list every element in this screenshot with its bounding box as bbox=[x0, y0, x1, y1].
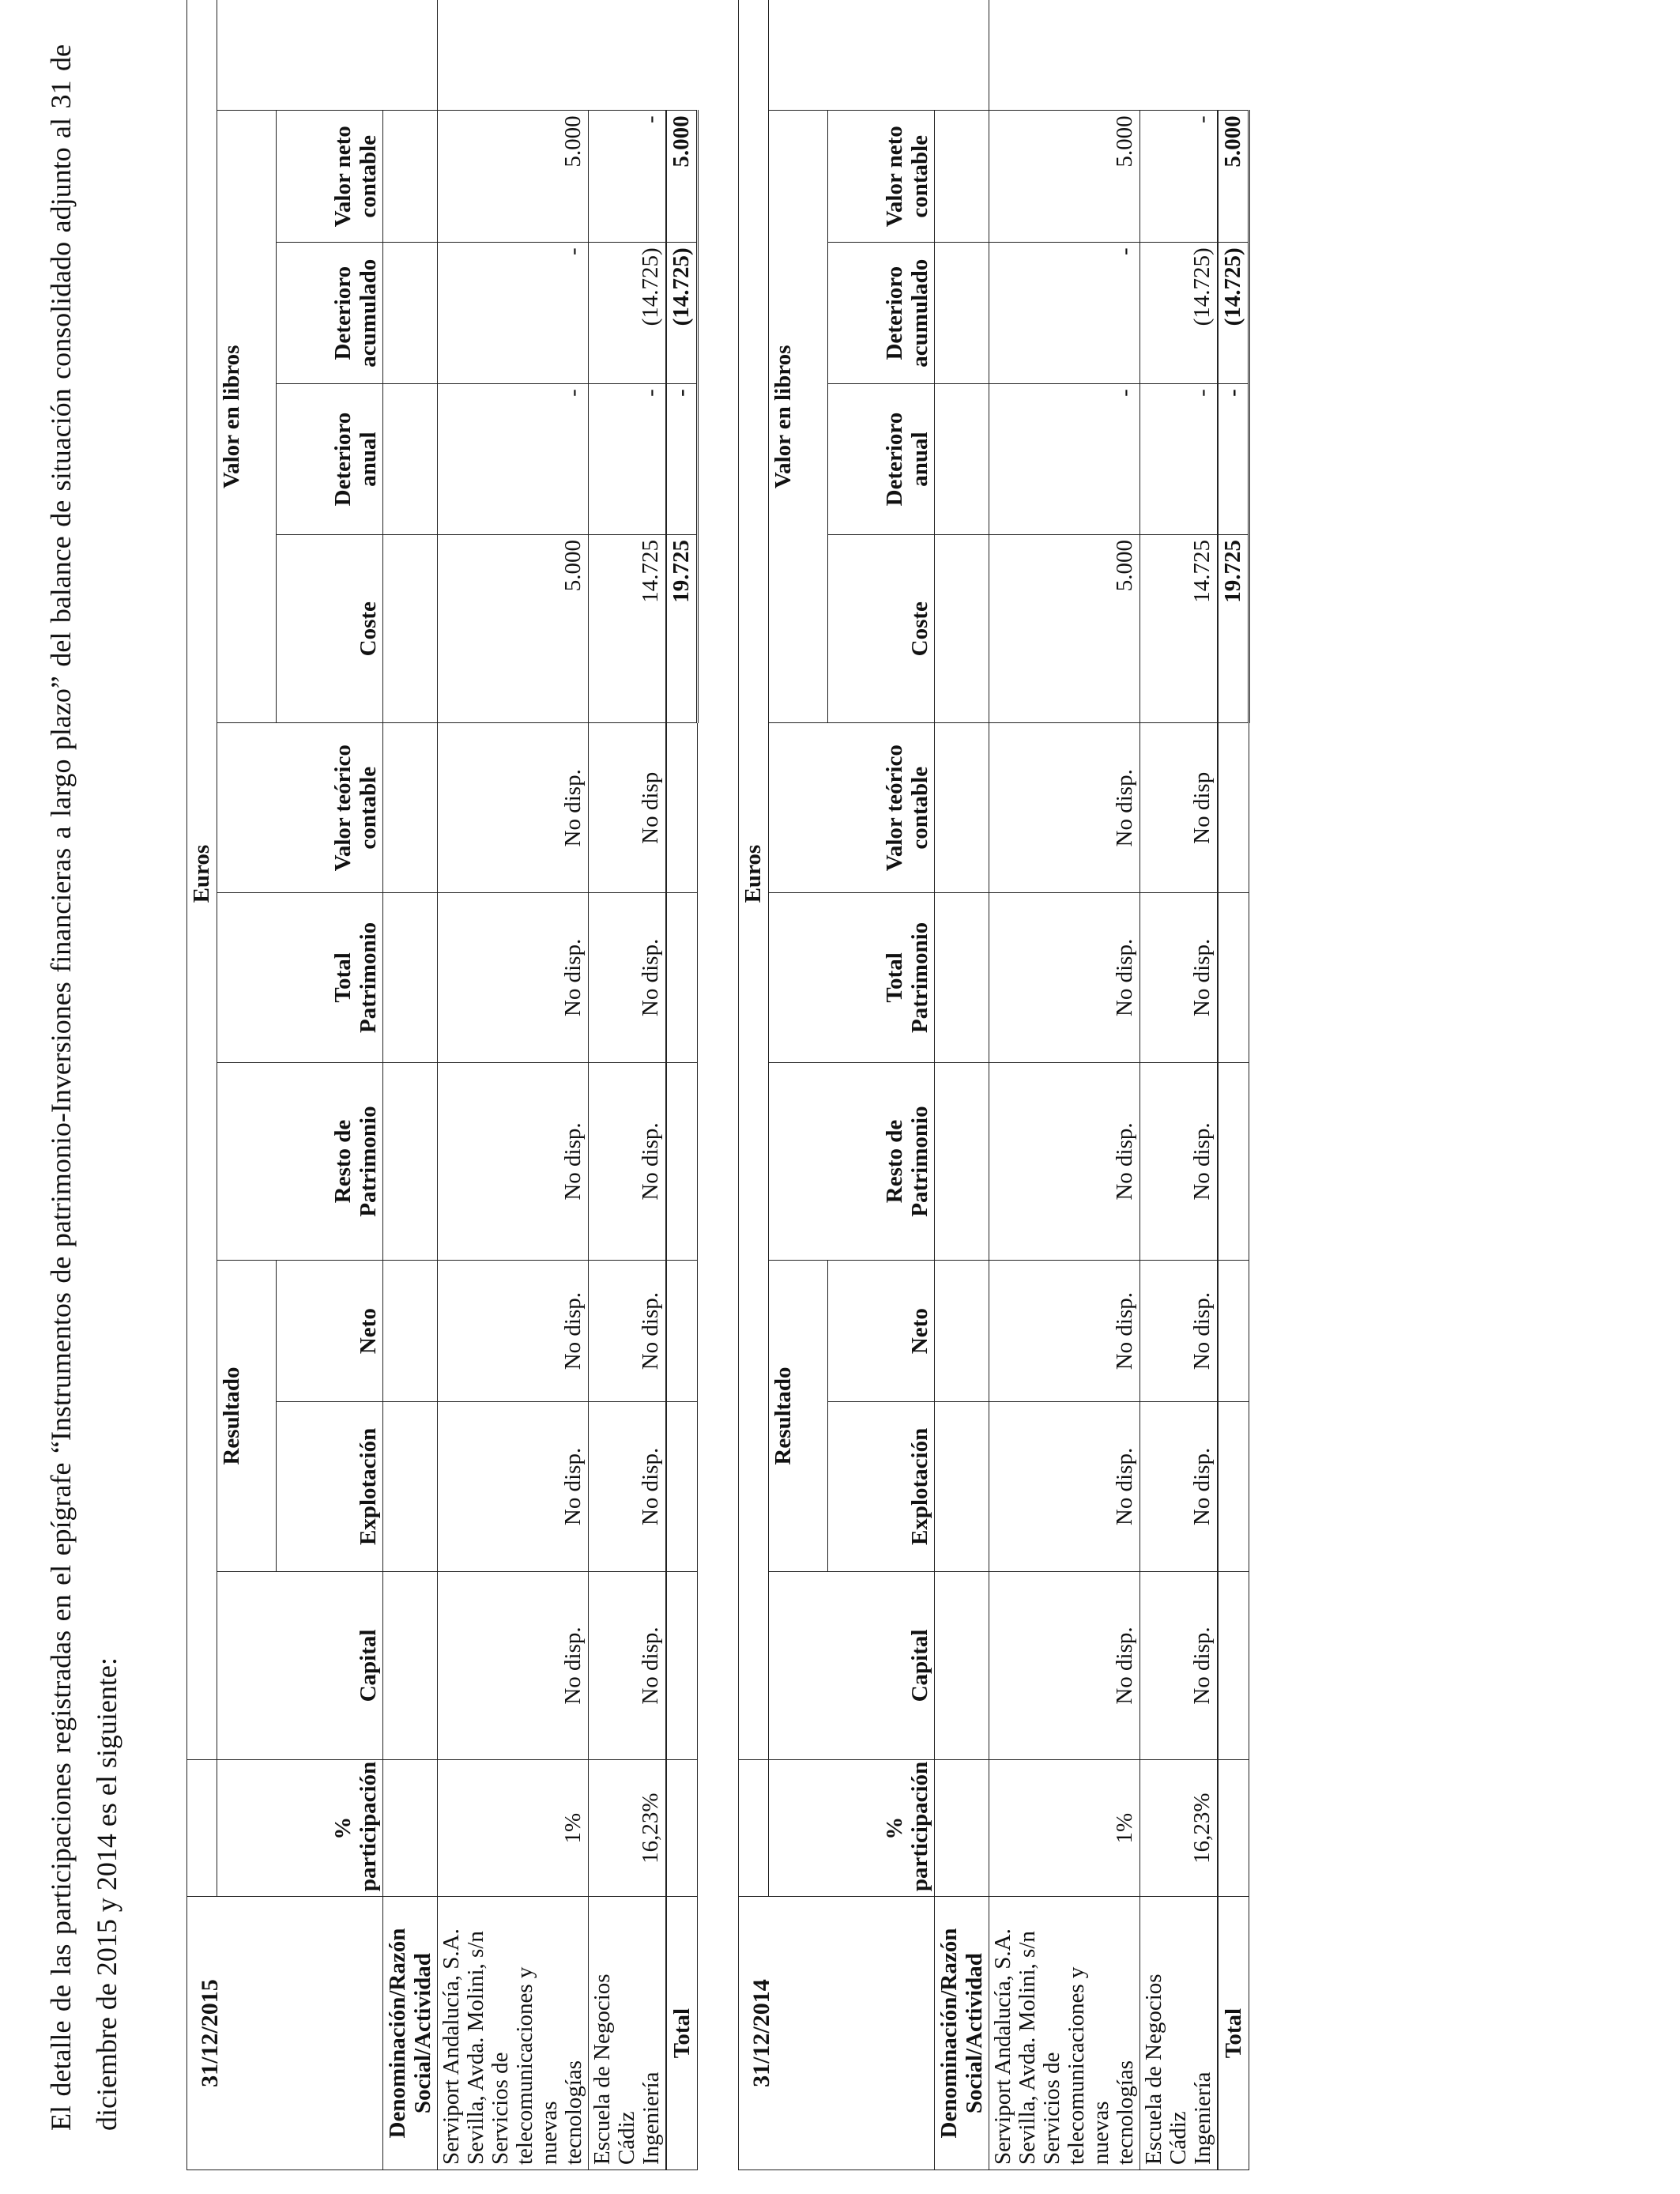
cell-neto: No disp. bbox=[589, 1261, 667, 1402]
header-coste: Coste bbox=[277, 534, 383, 723]
cell-valor-teorico: No disp. bbox=[438, 723, 589, 893]
table-date: 31/12/2014 bbox=[739, 1897, 935, 2170]
cell-resto: No disp. bbox=[989, 1062, 1140, 1260]
total-label: Total bbox=[666, 1897, 698, 2170]
total-empty-cell bbox=[1218, 1261, 1249, 1402]
header-spacer bbox=[383, 1062, 438, 1260]
header-capital: Capital bbox=[217, 1571, 383, 1760]
header-valor-neto: Valor neto contable bbox=[277, 111, 383, 243]
cell-det-acumulado: (14.725) bbox=[1140, 243, 1219, 384]
cell-valor-neto: 5.000 bbox=[989, 111, 1140, 243]
cell-coste: 5.000 bbox=[438, 534, 589, 723]
total-empty-cell bbox=[1218, 1402, 1249, 1572]
total-empty-cell bbox=[666, 1571, 698, 1760]
header-spacer bbox=[383, 534, 438, 723]
header-neto: Neto bbox=[828, 1261, 935, 1402]
header-spacer bbox=[383, 384, 438, 535]
denominacion-line: Servicios de telecomunicaciones y nuevas bbox=[1039, 1966, 1113, 2165]
total-empty-cell bbox=[666, 893, 698, 1063]
denominacion-line: Cádiz bbox=[1166, 2111, 1191, 2165]
table-row bbox=[589, 0, 667, 2170]
table-date-2 bbox=[739, 1760, 769, 1897]
euros-group-header: Euros bbox=[187, 0, 217, 1760]
cell-valor-teorico: No disp. bbox=[989, 723, 1140, 893]
cell-resto: No disp. bbox=[438, 1062, 589, 1260]
total-empty-cell bbox=[666, 723, 698, 893]
header-resto: Resto de Patrimonio bbox=[769, 1062, 935, 1260]
total-empty-cell bbox=[666, 1402, 698, 1572]
valor-libros-group-header: Valor en libros bbox=[217, 111, 277, 723]
header-neto: Neto bbox=[277, 1261, 383, 1402]
total-det-anual: - bbox=[1218, 384, 1249, 535]
header-explotacion: Explotación bbox=[277, 1402, 383, 1572]
header-participacion: % participación bbox=[217, 1760, 383, 1897]
denominacion-line: Cádiz bbox=[614, 2111, 639, 2165]
cell-explotacion: No disp. bbox=[989, 1402, 1140, 1572]
cell-participacion: 16,23% bbox=[1140, 1760, 1219, 1897]
denominacion-line: Sevilla, Avda. Molini, s/n bbox=[1015, 1931, 1040, 2165]
denominacion-line: Serviport Andalucía, S.A. bbox=[439, 1928, 464, 2165]
table-row bbox=[989, 0, 1140, 2170]
cell-det-anual: - bbox=[1140, 384, 1219, 535]
participations-table-31-12-2014 bbox=[738, 0, 1250, 2170]
cell-valor-neto: - bbox=[589, 111, 667, 243]
cell-coste: 14.725 bbox=[589, 534, 667, 723]
header-spacer bbox=[935, 534, 989, 723]
table-row bbox=[438, 0, 589, 2170]
header-spacer bbox=[383, 243, 438, 384]
header-valor-teorico: Valor teórico contable bbox=[217, 723, 383, 893]
total-empty-cell bbox=[1218, 893, 1249, 1063]
cell-det-anual: - bbox=[438, 384, 589, 535]
header-spacer bbox=[383, 1760, 438, 1897]
header-valor-teorico: Valor teórico contable bbox=[769, 723, 935, 893]
cell-total-patrimonio: No disp. bbox=[438, 893, 589, 1063]
cell-participacion: 16,23% bbox=[589, 1760, 667, 1897]
header-spacer bbox=[935, 0, 989, 111]
row-denominacion bbox=[438, 1897, 589, 2170]
header-explotacion: Explotación bbox=[828, 1402, 935, 1572]
denominacion-line: tecnologías bbox=[1113, 2060, 1138, 2165]
total-empty-cell bbox=[1218, 723, 1249, 893]
header-coste: Coste bbox=[828, 534, 935, 723]
resultado-group-header: Resultado bbox=[217, 1261, 277, 1572]
cell-coste: 14.725 bbox=[1140, 534, 1219, 723]
header-spacer bbox=[383, 1402, 438, 1572]
cell-capital: No disp. bbox=[1140, 1571, 1219, 1760]
row-denominacion bbox=[589, 1897, 667, 2170]
header-spacer bbox=[383, 0, 438, 111]
total-empty-cell bbox=[1218, 1062, 1249, 1260]
header-spacer bbox=[935, 723, 989, 893]
cell-det-anual: - bbox=[589, 384, 667, 535]
table-row bbox=[1140, 0, 1219, 2170]
total-coste: 19.725 bbox=[666, 534, 698, 723]
cell-participacion: 1% bbox=[438, 1760, 589, 1897]
cell-det-acumulado: - bbox=[989, 243, 1140, 384]
cell-valor-teorico: No disp bbox=[589, 723, 667, 893]
denominacion-line: Sevilla, Avda. Molini, s/n bbox=[463, 1931, 488, 2165]
header-spacer bbox=[383, 893, 438, 1063]
cell-valor-neto: - bbox=[1140, 111, 1219, 243]
header-spacer bbox=[383, 723, 438, 893]
cell-total-patrimonio: No disp. bbox=[989, 893, 1140, 1063]
table-date: 31/12/2015 bbox=[187, 1897, 383, 2170]
header-spacer bbox=[935, 384, 989, 535]
header-spacer bbox=[383, 111, 438, 243]
denominacion-line: Escuela de Negocios bbox=[1141, 1973, 1166, 2165]
resultado-group-header: Resultado bbox=[769, 1261, 828, 1572]
euros-group-header: Euros bbox=[739, 0, 769, 1760]
total-row bbox=[666, 0, 698, 2170]
denominacion-line: Ingeniería bbox=[638, 2071, 664, 2165]
cell-participacion: 1% bbox=[989, 1760, 1140, 1897]
denominacion-line: Servicios de telecomunicaciones y nuevas bbox=[488, 1966, 562, 2165]
cell-det-acumulado: (14.725) bbox=[589, 243, 667, 384]
cell-total-patrimonio: No disp. bbox=[589, 893, 667, 1063]
header-participacion: % participación bbox=[769, 1760, 935, 1897]
cell-explotacion: No disp. bbox=[1140, 1402, 1219, 1572]
header-spacer bbox=[935, 243, 989, 384]
header-spacer bbox=[935, 111, 989, 243]
cell-coste: 5.000 bbox=[989, 534, 1140, 723]
cell-neto: No disp. bbox=[438, 1261, 589, 1402]
header-capital: Capital bbox=[769, 1571, 935, 1760]
header-denominacion: Denominación/Razón Social/Actividad bbox=[383, 1897, 438, 2170]
header-total-patrimonio: Total Patrimonio bbox=[769, 893, 935, 1063]
total-empty-cell bbox=[666, 1062, 698, 1260]
header-spacer bbox=[935, 1261, 989, 1402]
total-det-anual: - bbox=[666, 384, 698, 535]
total-det-acumulado: (14.725) bbox=[1218, 243, 1249, 384]
cell-valor-neto: 5.000 bbox=[438, 111, 589, 243]
row-denominacion bbox=[989, 1897, 1140, 2170]
header-deterioro-acumulado: Deterioro acumulado bbox=[828, 243, 935, 384]
total-empty-cell bbox=[1218, 1571, 1249, 1760]
cell-det-acumulado: - bbox=[438, 243, 589, 384]
cell-explotacion: No disp. bbox=[438, 1402, 589, 1572]
participations-table-31-12-2015 bbox=[186, 0, 699, 2170]
denominacion-line: Ingeniería bbox=[1190, 2071, 1215, 2165]
cell-total-patrimonio: No disp. bbox=[1140, 893, 1219, 1063]
total-row bbox=[1218, 0, 1249, 2170]
cell-resto: No disp. bbox=[589, 1062, 667, 1260]
cell-valor-teorico: No disp bbox=[1140, 723, 1219, 893]
intro-paragraph: El detalle de las participaciones registradas en el epígrafe “Instrumentos de patrimonio-Inversiones financieras a largo plazo” del balance de situación consolidado adjunto al 31 de diciembre de 2015 y 2014 es el siguiente: bbox=[45, 44, 122, 2131]
header-deterioro-anual: Deterioro anual bbox=[828, 384, 935, 535]
row-denominacion bbox=[1140, 1897, 1219, 2170]
header-spacer bbox=[383, 1261, 438, 1402]
cell-det-anual: - bbox=[989, 384, 1140, 535]
total-empty-cell bbox=[1218, 1760, 1249, 1897]
total-empty-cell bbox=[666, 1760, 698, 1897]
header-denominacion: Denominación/Razón Social/Actividad bbox=[935, 1897, 989, 2170]
header-spacer bbox=[935, 893, 989, 1063]
total-valor-neto: 5.000 bbox=[1218, 111, 1249, 243]
total-det-acumulado: (14.725) bbox=[666, 243, 698, 384]
denominacion-line: Escuela de Negocios bbox=[590, 1973, 615, 2165]
cell-explotacion: No disp. bbox=[589, 1402, 667, 1572]
cell-neto: No disp. bbox=[989, 1261, 1140, 1402]
header-deterioro-anual: Deterioro anual bbox=[277, 384, 383, 535]
cell-capital: No disp. bbox=[989, 1571, 1140, 1760]
header-spacer bbox=[383, 1571, 438, 1760]
header-resto: Resto de Patrimonio bbox=[217, 1062, 383, 1260]
cell-capital: No disp. bbox=[589, 1571, 667, 1760]
denominacion-line: tecnologías bbox=[561, 2060, 586, 2165]
cell-capital: No disp. bbox=[438, 1571, 589, 1760]
cell-neto: No disp. bbox=[1140, 1261, 1219, 1402]
header-deterioro-acumulado: Deterioro acumulado bbox=[277, 243, 383, 384]
header-spacer bbox=[935, 1760, 989, 1897]
header-spacer bbox=[935, 1402, 989, 1572]
header-spacer bbox=[935, 1571, 989, 1760]
denominacion-line: Serviport Andalucía, S.A. bbox=[990, 1928, 1015, 2165]
header-valor-neto: Valor neto contable bbox=[828, 111, 935, 243]
total-label: Total bbox=[1218, 1897, 1249, 2170]
valor-libros-group-header: Valor en libros bbox=[769, 111, 828, 723]
header-spacer bbox=[935, 1062, 989, 1260]
cell-resto: No disp. bbox=[1140, 1062, 1219, 1260]
total-valor-neto: 5.000 bbox=[666, 111, 698, 243]
total-coste: 19.725 bbox=[1218, 534, 1249, 723]
table-date-2 bbox=[187, 1760, 217, 1897]
total-empty-cell bbox=[666, 1261, 698, 1402]
header-total-patrimonio: Total Patrimonio bbox=[217, 893, 383, 1063]
